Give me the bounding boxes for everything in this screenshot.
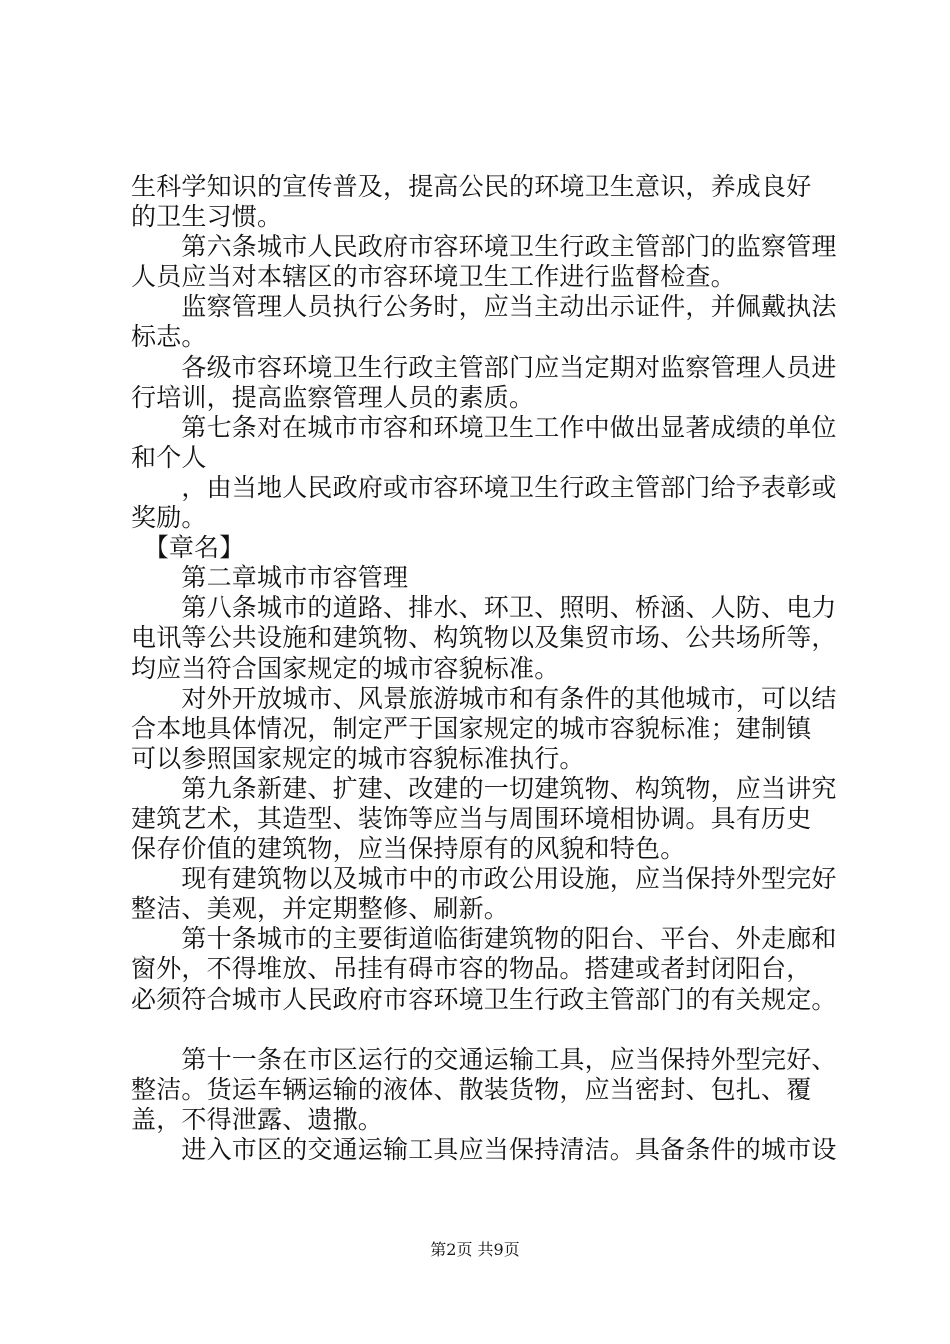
page-footer: [0, 1240, 950, 1260]
text-line: 保存价值的建筑物，应当保持原有的风貌和特色。: [131, 834, 686, 864]
text-line: 建筑艺术，其造型、装饰等应当与周围环境相协调。具有历史: [131, 803, 812, 833]
text-line: 和个人: [131, 442, 207, 472]
text-line: 第六条城市人民政府市容环境卫生行政主管部门的监察管理: [131, 232, 837, 262]
text-line: 盖，不得泄露、遗撒。: [131, 1104, 384, 1134]
text-line: 监察管理人员执行公务时，应当主动出示证件，并佩戴执法: [131, 292, 837, 322]
text-line: 第九条新建、扩建、改建的一切建筑物、构筑物，应当讲究: [131, 773, 837, 803]
text-line: 必须符合城市人民政府市容环境卫生行政主管部门的有关规定。: [131, 984, 837, 1014]
document-body: [131, 172, 851, 1165]
text-line: 标志。: [131, 322, 207, 352]
blank-line: [131, 1015, 851, 1045]
chapter-marker: 【章名】: [131, 533, 245, 563]
text-line: 均应当符合国家规定的城市容貌标准。: [131, 653, 560, 683]
text-line: 现有建筑物以及城市中的市政公用设施，应当保持外型完好: [131, 864, 837, 894]
text-line: 窗外，不得堆放、吊挂有碍市容的物品。搭建或者封闭阳台，: [131, 954, 812, 984]
text-line: 可以参照国家规定的城市容貌标准执行。: [131, 743, 585, 773]
page-number: 第2页 共9页: [430, 1240, 520, 1259]
text-line: 第八条城市的道路、排水、环卫、照明、桥涵、人防、电力: [131, 593, 837, 623]
text-line: 合本地具体情况，制定严于国家规定的城市容貌标准；建制镇: [131, 713, 812, 743]
text-line: 的卫生习惯。: [131, 202, 283, 232]
text-line: 对外开放城市、风景旅游城市和有条件的其他城市，可以结: [131, 683, 837, 713]
chapter-title: 第二章城市市容管理: [131, 563, 409, 593]
text-line: 整洁、美观，并定期整修、刷新。: [131, 894, 510, 924]
text-line: 人员应当对本辖区的市容环境卫生工作进行监督检查。: [131, 262, 736, 292]
text-line: 第七条对在城市市容和环境卫生工作中做出显著成绩的单位: [131, 412, 837, 442]
text-line: 生科学知识的宣传普及，提高公民的环境卫生意识，养成良好: [131, 172, 812, 201]
text-line: 奖励。: [131, 503, 207, 533]
text-line: 电讯等公共设施和建筑物、构筑物以及集贸市场、公共场所等，: [131, 623, 837, 653]
text-line: 进入市区的交通运输工具应当保持清洁。具备条件的城市设: [131, 1135, 837, 1164]
text-line: 第十条城市的主要街道临街建筑物的阳台、平台、外走廊和: [131, 924, 837, 954]
text-line: 第十一条在市区运行的交通运输工具，应当保持外型完好、: [131, 1044, 837, 1074]
text-line: 各级市容环境卫生行政主管部门应当定期对监察管理人员进: [131, 352, 837, 382]
text-line: ，由当地人民政府或市容环境卫生行政主管部门给予表彰或: [131, 472, 837, 502]
text-line: 整洁。货运车辆运输的液体、散装货物，应当密封、包扎、覆: [131, 1074, 812, 1104]
text-line: 行培训，提高监察管理人员的素质。: [131, 382, 535, 412]
